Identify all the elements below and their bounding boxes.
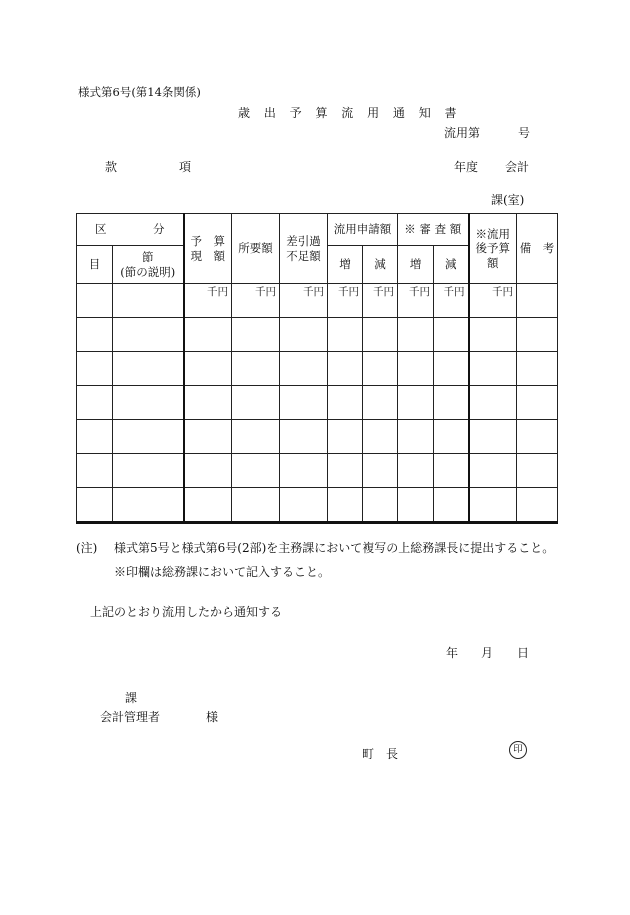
table-row [77,386,558,420]
seal-mark: 印 [509,741,527,759]
ryuyo-number [444,124,530,141]
table-cell[interactable] [280,488,328,523]
table-cell[interactable] [280,352,328,386]
shinsa-zou-header: 増 [398,246,434,284]
table-cell[interactable] [328,488,363,523]
table-cell[interactable] [434,420,469,454]
declaration-text: 上記のとおり流用したから通知する [90,605,283,619]
table-cell[interactable] [77,318,113,352]
table-cell[interactable] [469,352,517,386]
form-number-label: 様式第6号(第14条関係) [78,85,201,99]
table-cell[interactable] [77,454,113,488]
table-cell[interactable] [517,488,558,523]
table-cell[interactable] [434,386,469,420]
table-cell[interactable] [469,318,517,352]
table-cell[interactable] [280,386,328,420]
note-tag: (注) [76,541,98,555]
table-cell[interactable] [328,386,363,420]
yosan-genkaku-header: 予 算 現 額 [184,214,232,284]
table-cell[interactable] [434,352,469,386]
document-title: 歳 出 予 算 流 用 通 知 書 [238,106,462,120]
table-cell[interactable] [232,420,280,454]
table-cell[interactable] [469,488,517,523]
chou-label-1: 町 [362,747,375,761]
table-cell[interactable] [363,454,398,488]
note-line-1 [76,539,554,556]
table-cell[interactable] [77,352,113,386]
table-cell[interactable] [113,352,184,386]
table-cell[interactable] [398,386,434,420]
table-cell[interactable] [469,454,517,488]
table-row [77,488,558,523]
unit-label[interactable]: 千円 [434,284,469,318]
table-cell[interactable] [77,420,113,454]
table-cell[interactable] [232,454,280,488]
sashihiki-header: 差引過 不足額 [280,214,328,284]
table-cell[interactable] [363,318,398,352]
shinsei-header: 流用申請額 [328,214,398,246]
kaikei-kanrisha-label: 会計管理者 [100,710,161,724]
table-cell[interactable] [113,318,184,352]
table-cell[interactable] [517,454,558,488]
table-cell[interactable] [398,454,434,488]
table-cell[interactable] [184,454,232,488]
table-cell[interactable] [232,386,280,420]
kou-label: 項 [179,160,192,174]
table-cell[interactable] [517,318,558,352]
table-cell[interactable] [469,420,517,454]
table-cell[interactable] [280,318,328,352]
unit-label[interactable]: 千円 [232,284,280,318]
table-cell[interactable] [232,318,280,352]
after-transfer-header: ※流用 後予算 額 [469,214,517,284]
kan-label: 款 [105,160,118,174]
moku-header: 目 [77,246,113,284]
unit-label[interactable]: 千円 [363,284,398,318]
table-cell[interactable] [398,318,434,352]
table-cell[interactable] [363,386,398,420]
unit-label[interactable]: 千円 [398,284,434,318]
ka-room-label: 課(室) [491,193,525,207]
table-cell[interactable] [517,386,558,420]
table-row [77,454,558,488]
table-row [77,284,558,318]
table-cell[interactable] [280,454,328,488]
table-cell[interactable] [328,454,363,488]
table-cell[interactable] [398,420,434,454]
unit-label[interactable]: 千円 [469,284,517,318]
table-cell[interactable] [232,352,280,386]
table-cell[interactable] [184,488,232,523]
budget-transfer-table [76,213,558,524]
table-cell[interactable] [398,488,434,523]
table-cell[interactable] [517,420,558,454]
date-year-label: 年 [446,646,459,660]
table-row [77,352,558,386]
table-cell[interactable] [398,352,434,386]
table-cell[interactable] [77,284,113,318]
shinsa-gen-header: 減 [434,246,469,284]
table-cell[interactable] [328,420,363,454]
table-cell[interactable] [232,488,280,523]
kaikei-label: 会計 [505,160,530,174]
shinsei-gen-header: 減 [363,246,398,284]
table-cell[interactable] [517,284,558,318]
ryuyo-prefix: 流用第 [444,126,481,140]
table-cell[interactable] [363,352,398,386]
unit-label[interactable]: 千円 [280,284,328,318]
table-cell[interactable] [113,454,184,488]
table-cell[interactable] [517,352,558,386]
table-cell[interactable] [363,420,398,454]
table-cell[interactable] [434,318,469,352]
table-cell[interactable] [184,386,232,420]
setsu-header: 節 (節の説明) [113,246,184,284]
note-line-2: ※印欄は総務課において記入すること。 [114,565,331,579]
table-cell[interactable] [184,318,232,352]
sama-label: 様 [206,710,219,724]
shinsei-zou-header: 増 [328,246,363,284]
table-cell[interactable] [184,352,232,386]
table-cell[interactable] [113,488,184,523]
table-row [77,318,558,352]
table-cell[interactable] [77,488,113,523]
table-cell[interactable] [434,454,469,488]
table-cell[interactable] [113,284,184,318]
table-cell[interactable] [113,386,184,420]
unit-label[interactable]: 千円 [184,284,232,318]
table-cell[interactable] [184,420,232,454]
table-cell[interactable] [280,420,328,454]
kubun-header: 区 分 [77,214,184,246]
ryuyo-suffix: 号 [518,126,531,140]
table-cell[interactable] [328,318,363,352]
table-cell[interactable] [434,488,469,523]
table-cell[interactable] [77,386,113,420]
table-row [77,420,558,454]
table-cell[interactable] [328,352,363,386]
shinsa-header: ※ 審 査 額 [398,214,469,246]
chou-label-2: 長 [386,747,399,761]
table-cell[interactable] [113,420,184,454]
table-cell[interactable] [469,386,517,420]
note-text-1: 様式第5号と様式第6号(2部)を主務課において複写の上総務課長に提出すること。 [114,541,555,555]
shoyougaku-header: 所要額 [232,214,280,284]
ka-label: 課 [125,691,138,705]
bikou-header: 備 考 [517,214,558,284]
unit-label[interactable]: 千円 [328,284,363,318]
date-month-label: 月 [481,646,494,660]
date-day-label: 日 [517,646,530,660]
table-cell[interactable] [363,488,398,523]
nendo-label: 年度 [454,160,479,174]
